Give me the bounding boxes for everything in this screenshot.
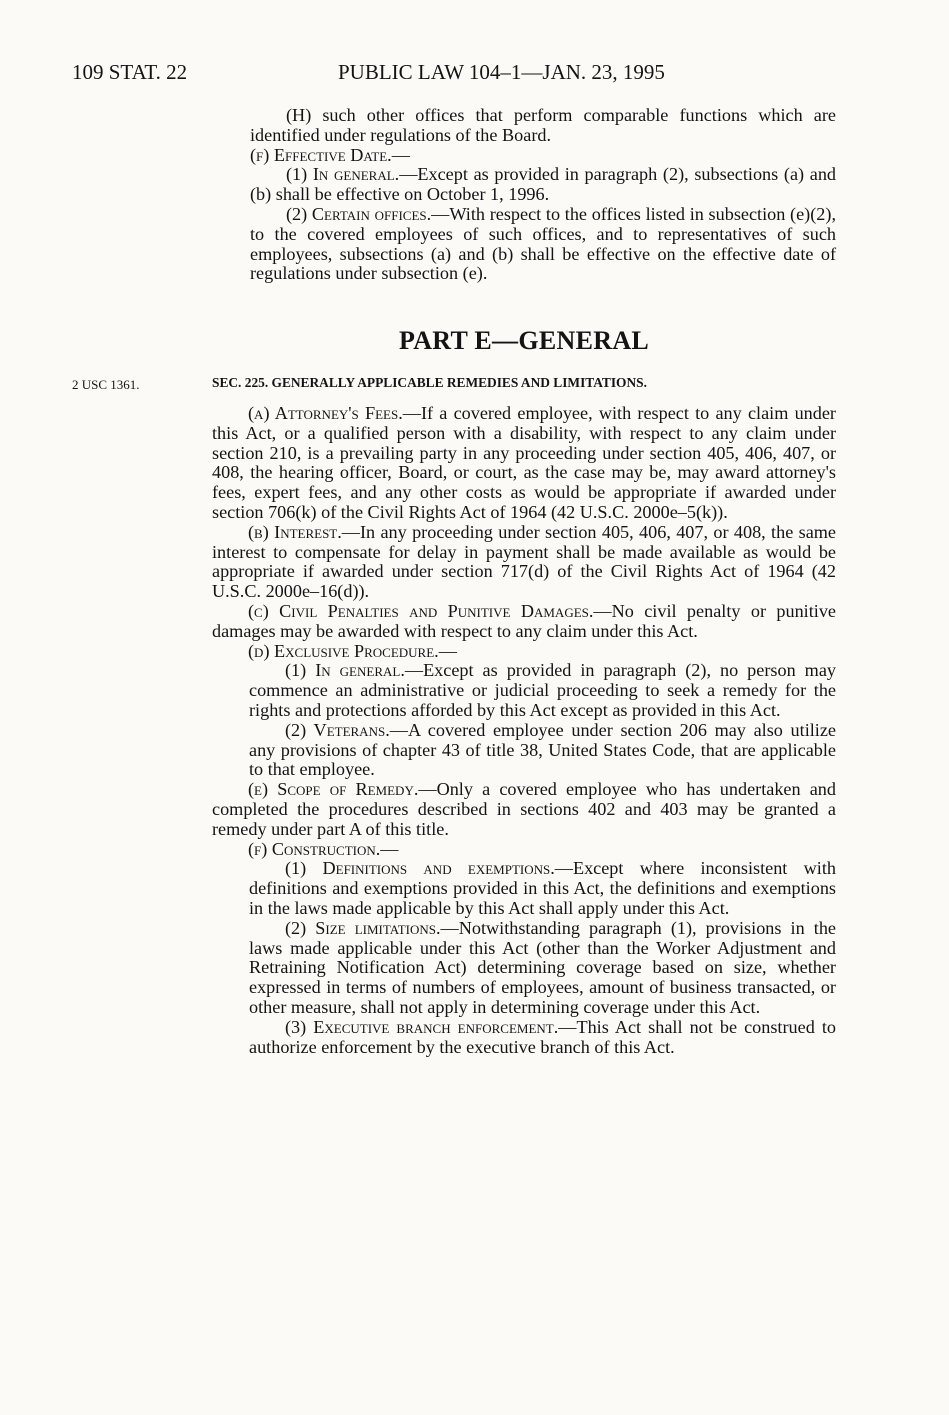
subsection-a: (a) Attorney's Fees.—If a covered employee, with respect to any claim under this Act, or a qualified person with a disability, with respect to any claim under section 210, is a prevailing party in any proceeding under section 405, 406, 407, or 408, the hearing officer, Board, or court, as the case may be, may award attorney's fees, expert fees, and any other costs as would be appropriate if awarded under section 706(k) of the Civil Rights Act of 1964 (42 U.S.C. 2000e–5(k)). — [212, 403, 836, 522]
subsection-f-paragraphs — [212, 859, 836, 1057]
subsection-e: (e) Scope of Remedy.—Only a covered employee who has undertaken and completed the procedures described in sections 402 and 403 may be granted a remedy under part A of this title. — [212, 779, 836, 839]
paragraph-f2: (2) Certain offices.—With respect to the offices listed in subsection (e)(2), to the covered employees of such offices, and to representatives of such employees, subsections (a) and (b) shall be effective on the effective date of regulations under subsection (e). — [250, 203, 836, 284]
paragraph-f3-executive: (3) Executive branch enforcement.—This Act shall not be construed to authorize enforcement by the executive branch of this Act. — [249, 1016, 836, 1057]
public-law-citation: PUBLIC LAW 104–1—JAN. 23, 1995 — [338, 60, 665, 84]
subsection-f-heading: (f) Effective Date.— — [250, 144, 410, 165]
paragraph-d2: (2) Veterans.—A covered employee under section 206 may also utilize any provisions of chapter 43 of title 38, United States Code, that are applicable to that employee. — [249, 719, 837, 780]
part-title: PART E—GENERAL — [398, 326, 650, 355]
subsection-c: (c) Civil Penalties and Punitive Damages.—No civil penalty or punitive damages may be awarded with respect to any claim under this Act. — [212, 600, 837, 641]
section-title: SEC. 225. GENERALLY APPLICABLE REMEDIES AND LIMITATIONS. — [212, 375, 647, 390]
paragraph-f1: (1) In general.—Except as provided in paragraph (2), subsections (a) and (b) shall be effective on October 1, 1996. — [250, 164, 837, 205]
subsection-d-paragraphs — [212, 661, 836, 780]
paragraph-f1-definitions: (1) Definitions and exemptions.—Except where inconsistent with definitions and exemptions provided in this Act, the definitions and exemptions in the laws made applicable by this Act shall apply under this Act. — [249, 858, 836, 918]
subsection-b: (b) Interest.—In any proceeding under section 405, 406, 407, or 408, the same interest to compensate for delay in payment shall be made available as would be appropriate if awarded under section 717(d) of the Civil Rights Act of 1964 (42 U.S.C. 2000e–16(d)). — [212, 521, 836, 602]
paragraph-h: (H) such other offices that perform comparable functions which are identified under regulations of the Board. — [250, 105, 836, 145]
paragraph-f2-size: (2) Size limitations.—Notwithstanding paragraph (1), provisions in the laws made applicable under this Act (other than the Worker Adjustment and Retraining Notification Act) determining coverage based on size, whether expressed in terms of numbers of employees, amount of business transacted, or other measure, shall not apply in determining coverage under this Act. — [249, 917, 836, 1017]
running-header — [72, 60, 889, 90]
usc-margin-note: 2 USC 1361. — [72, 377, 140, 392]
subsection-f-heading-construction: (f) Construction.— — [248, 838, 399, 859]
paragraph-d1: (1) In general.—Except as provided in paragraph (2), no person may commence an administrative or judicial proceeding to seek a remedy for the rights and protections afforded by this Act except as provided in this Act. — [249, 660, 836, 720]
stat-page-number: 109 STAT. 22 — [72, 60, 188, 84]
continued-text-block — [250, 106, 836, 284]
section-225-body — [212, 404, 836, 1057]
subsection-d-heading: (d) Exclusive Procedure.— — [248, 640, 457, 661]
